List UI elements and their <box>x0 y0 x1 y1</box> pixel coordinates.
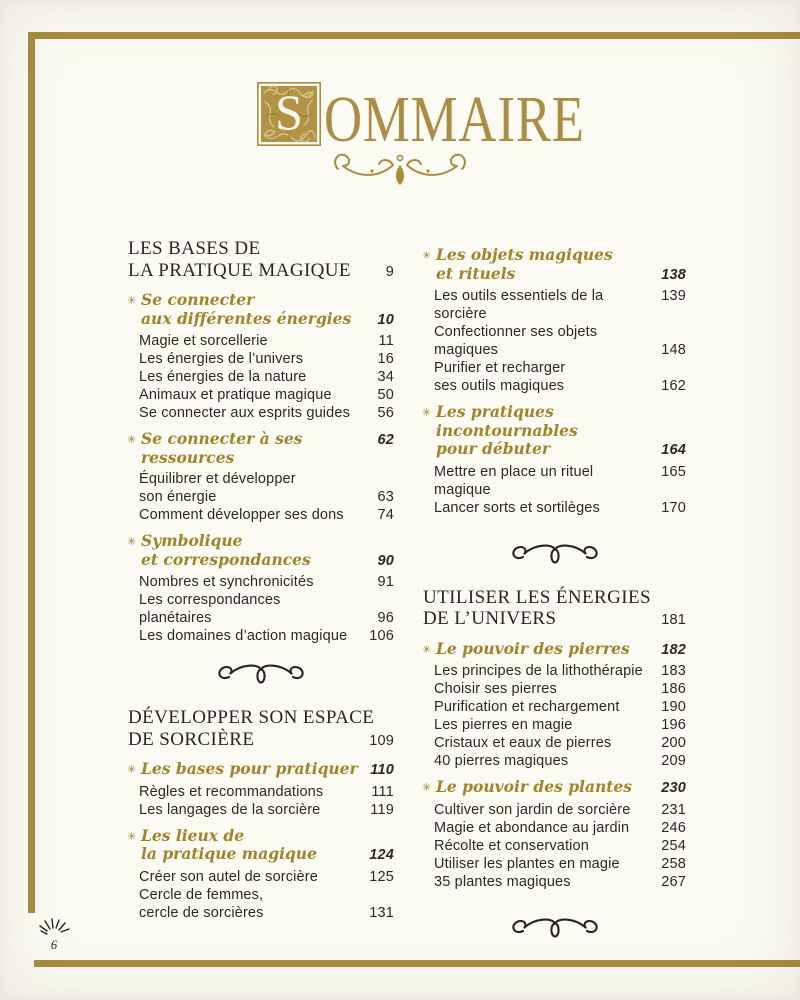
toc-label: et rituels <box>436 263 516 283</box>
toc-label: 35 plantes magiques <box>434 873 571 890</box>
toc-page-number: 267 <box>661 873 686 890</box>
toc-page-number: 56 <box>377 405 394 421</box>
swirl-divider-icon <box>216 661 306 685</box>
toc-page-number: 196 <box>661 717 686 733</box>
toc-label: LA PRATIQUE MAGIQUE <box>128 259 351 281</box>
toc-entry <box>423 801 686 819</box>
toc-label: Symbolique <box>141 531 243 550</box>
toc-page-number: 165 <box>661 463 686 480</box>
frame-border-left <box>28 32 35 913</box>
toc-label: Animaux et pratique magique <box>139 387 332 403</box>
toc-entry <box>423 837 686 855</box>
toc-label: LES BASES DE <box>128 238 261 259</box>
toc-page-number: 209 <box>661 753 686 769</box>
toc-chapter-heading <box>423 640 686 660</box>
toc-label: 40 pierres magiques <box>434 753 569 769</box>
toc-page-number: 131 <box>369 904 394 921</box>
toc-label: Les objets magiques <box>436 245 613 264</box>
toc-label: son énergie <box>139 489 217 505</box>
toc-label: Les lieux de <box>141 825 245 845</box>
toc-entry <box>423 734 686 752</box>
toc-entry <box>128 868 394 886</box>
page-number-ornament <box>34 918 74 960</box>
asterisk-icon: ✳ <box>422 642 432 656</box>
asterisk-icon: ✳ <box>127 294 137 307</box>
toc-entry <box>128 332 394 350</box>
toc-page-number: 200 <box>661 735 686 751</box>
sommaire-header <box>257 82 650 156</box>
toc-entry <box>128 591 394 627</box>
toc-label: Purification et rechargement <box>434 699 620 715</box>
toc-label: Nombres et synchronicités <box>139 574 314 590</box>
toc-label: UTILISER LES ÉNERGIES <box>423 586 651 608</box>
toc-label: DÉVELOPPER SON ESPACE <box>128 707 375 728</box>
toc-label: magiques <box>434 342 499 358</box>
toc-label: Purifier et recharger <box>434 360 566 376</box>
toc-label: Les bases pour pratiquer <box>141 759 358 778</box>
toc-label: Les domaines d’action magique <box>139 628 348 644</box>
toc-label: Se connecter à ses ressources <box>141 429 303 467</box>
toc-page-number: 182 <box>661 641 686 658</box>
toc-page-number: 10 <box>377 311 394 328</box>
toc-chapter-heading <box>128 291 394 329</box>
asterisk-icon: ✳ <box>127 535 137 548</box>
toc-chapter-heading <box>423 403 686 460</box>
toc-entry <box>423 463 686 499</box>
toc-entry <box>423 698 686 716</box>
toc-page-number: 62 <box>377 432 394 448</box>
toc-page-number: 74 <box>377 507 394 523</box>
toc-entry <box>423 752 686 770</box>
toc-label: cercle de sorcières <box>139 904 264 921</box>
toc-label: Le pouvoir des plantes <box>436 777 633 796</box>
toc-label: Cercle de femmes, <box>139 886 264 903</box>
toc-page-number: 162 <box>661 378 686 394</box>
toc-label: planétaires <box>139 610 212 626</box>
toc-chapter-heading <box>128 430 394 467</box>
toc-label: pour débuter <box>436 439 551 458</box>
toc-column-left <box>128 238 394 922</box>
toc-entry <box>128 386 394 404</box>
toc-part-heading <box>423 587 686 632</box>
toc-page-number: 148 <box>661 342 686 358</box>
toc-page-number: 96 <box>377 610 394 626</box>
toc-page-number: 124 <box>369 847 394 863</box>
page-title: OMMAIRE <box>324 83 585 156</box>
toc-chapter-heading <box>423 246 686 284</box>
toc-label: Les langages de la sorcière <box>139 801 321 818</box>
toc-label: Magie et sorcellerie <box>139 333 268 349</box>
toc-chapter-heading <box>128 760 394 780</box>
toc-entry <box>423 499 686 517</box>
toc-label: Les principes de la lithothérapie <box>434 663 643 679</box>
toc-label: Cristaux et eaux de pierres <box>434 735 612 751</box>
toc-entry <box>128 368 394 386</box>
toc-entry <box>128 573 394 591</box>
toc-entry <box>423 323 686 359</box>
toc-entry <box>423 662 686 680</box>
toc-entry <box>423 855 686 873</box>
toc-label: Les outils essentiels de la sorcière <box>434 288 604 322</box>
toc-label: Le pouvoir des pierres <box>436 638 630 658</box>
toc-entry <box>128 886 394 922</box>
toc-entry <box>128 470 394 506</box>
toc-label: Les pierres en magie <box>434 717 573 733</box>
toc-label: Confectionner ses objets <box>434 324 598 340</box>
toc-part-heading <box>128 707 394 752</box>
toc-chapter-heading <box>423 778 686 798</box>
toc-chapter-heading <box>128 827 394 865</box>
toc-entry <box>128 801 394 819</box>
toc-page-number: 170 <box>661 499 686 516</box>
toc-entry <box>128 783 394 801</box>
toc-label: Mettre en place un rituel magique <box>434 463 594 498</box>
toc-entry <box>423 287 686 323</box>
toc-column-right <box>423 238 686 961</box>
toc-label: Les correspondances <box>139 592 281 608</box>
toc-page-number: 34 <box>377 369 394 385</box>
toc-label: ses outils magiques <box>434 378 565 394</box>
toc-page-number: 258 <box>661 855 686 872</box>
asterisk-icon: ✳ <box>127 763 137 776</box>
initial-letter: S <box>275 84 303 140</box>
swirl-divider-icon <box>510 915 600 939</box>
toc-page-number: 254 <box>661 837 686 854</box>
toc-label: Se connecter <box>141 290 255 309</box>
toc-label: Les énergies de l’univers <box>139 351 304 367</box>
toc-label: Équilibrer et développer <box>139 471 296 487</box>
toc-label: Créer son autel de sorcière <box>139 868 318 885</box>
asterisk-icon: ✳ <box>422 406 432 419</box>
toc-page-number: 16 <box>377 351 394 367</box>
asterisk-icon: ✳ <box>422 781 432 794</box>
toc-entry <box>128 627 394 645</box>
asterisk-icon: ✳ <box>127 433 137 446</box>
toc-entry <box>423 873 686 891</box>
page-number: 6 <box>50 938 58 952</box>
toc-page-number: 9 <box>385 263 394 280</box>
asterisk-icon: ✳ <box>127 829 137 843</box>
toc-entry <box>423 716 686 734</box>
frame-border-top <box>28 32 800 39</box>
toc-entry <box>423 680 686 698</box>
toc-page-number: 111 <box>371 783 394 800</box>
toc-label: Lancer sorts et sortilèges <box>434 499 600 516</box>
toc-label: DE SORCIÈRE <box>128 728 255 750</box>
title-flourish-icon <box>330 148 470 194</box>
swirl-divider-icon <box>510 541 600 565</box>
ornate-initial <box>257 82 321 146</box>
toc-label: DE L’UNIVERS <box>423 608 557 629</box>
toc-page-number: 50 <box>377 387 394 403</box>
toc-label: Les énergies de la nature <box>139 369 307 385</box>
toc-chapter-heading <box>128 532 394 570</box>
toc-label: Comment développer ses dons <box>139 507 344 523</box>
toc-page-number: 190 <box>661 699 686 715</box>
toc-page-number: 109 <box>369 732 394 749</box>
toc-page-number: 90 <box>377 552 394 569</box>
toc-page-number: 186 <box>661 681 686 697</box>
toc-label: Règles et recommandations <box>139 783 324 800</box>
toc-page-number: 164 <box>661 442 686 458</box>
toc-page-number: 138 <box>661 266 686 283</box>
toc-entry <box>423 819 686 837</box>
toc-page-number: 63 <box>377 489 394 505</box>
toc-page-number: 230 <box>661 780 686 796</box>
toc-entry <box>423 359 686 395</box>
toc-label: aux différentes énergies <box>141 308 352 328</box>
toc-page-number: 125 <box>369 868 394 885</box>
toc-page-number: 119 <box>370 801 394 818</box>
toc-part-heading <box>128 238 394 283</box>
toc-page-number: 106 <box>369 628 394 644</box>
toc-entry <box>128 350 394 368</box>
toc-label: Cultiver son jardin de sorcière <box>434 801 631 818</box>
toc-page-number: 231 <box>661 801 686 818</box>
toc-page-number: 110 <box>370 762 394 778</box>
frame-border-bottom <box>34 960 800 967</box>
toc-page-number: 11 <box>378 333 394 349</box>
toc-label: Les pratiques incontournables <box>436 402 578 440</box>
toc-label: la pratique magique <box>141 844 317 863</box>
toc-page-number: 181 <box>661 612 686 628</box>
toc-page-number: 139 <box>661 288 686 304</box>
toc-page-number: 91 <box>377 574 394 590</box>
toc-entry <box>128 506 394 524</box>
toc-page-number: 246 <box>661 819 686 836</box>
toc-label: Récolte et conservation <box>434 837 589 854</box>
asterisk-icon: ✳ <box>422 249 432 262</box>
toc-label: Se connecter aux esprits guides <box>139 405 350 421</box>
toc-label: Magie et abondance au jardin <box>434 819 630 836</box>
toc-label: et correspondances <box>141 549 311 569</box>
toc-label: Choisir ses pierres <box>434 681 557 697</box>
toc-label: Utiliser les plantes en magie <box>434 855 620 872</box>
toc-page-number: 183 <box>661 663 686 679</box>
toc-entry <box>128 404 394 422</box>
